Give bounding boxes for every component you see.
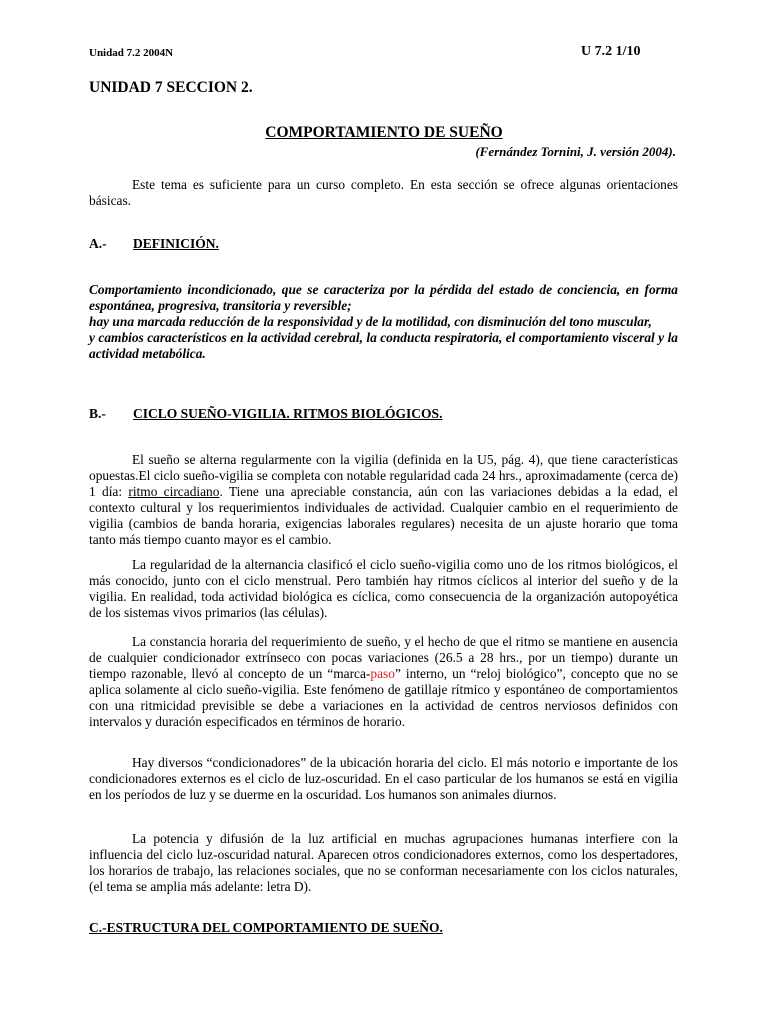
section-b-paragraph-4: Hay diversos “condicionadores” de la ubicación horaria del ciclo. El más notorio e importante de los condicionadores externos es el ciclo de luz-oscuridad. En el caso particular de los humanos se está en vigilia en los períodos de luz y se duerme en la oscuridad. Los humanos son animales diurnos. xyxy=(89,755,678,802)
section-a-letter: A.- xyxy=(89,236,107,251)
ritmo-circadiano-term: ritmo circadiano xyxy=(128,484,220,499)
section-b-paragraph-1 xyxy=(89,452,678,548)
section-b-paragraph-3 xyxy=(89,634,678,730)
definition-line-2: hay una marcada reducción de la responsividad y de la motilidad, con disminución del tono muscular, xyxy=(89,314,652,329)
section-a-heading xyxy=(89,236,219,252)
unit-title: UNIDAD 7 SECCION 2. xyxy=(89,79,253,96)
main-title-text: COMPORTAMIENTO DE SUEÑO xyxy=(265,124,503,141)
author-line: (Fernández Tornini, J. versión 2004). xyxy=(475,144,676,159)
section-b-title: CICLO SUEÑO-VIGILIA. RITMOS BIOLÓGICOS. xyxy=(133,406,443,421)
section-b-paragraph-2: La regularidad de la alternancia clasificó el ciclo sueño-vigilia como uno de los ritmos biológicos, el más conocido, junto con el ciclo menstrual. Pero también hay ritmos cíclicos al interior del sueño y de la vigilia. En realidad, toda actividad biológica es cíclica, como consecuencia de la organización autopoyética de los sistemas vivos primarios (las células). xyxy=(89,557,678,620)
p1-text-after: . Tiene una apreciable constancia, aún con las variaciones debidas a la edad, el contexto cultural y los requerimientos individuales de actividad. Cualquier cambio en el requerimiento de vigilia (cambios de banda horaria, exigencias laborales regulares) necesita de un ajuste horario que toma tanto más tiempo cuanto mayor es el cambio. xyxy=(89,484,678,547)
main-title xyxy=(0,124,768,142)
header-right: U 7.2 1/10 xyxy=(581,44,641,59)
section-c-title: C.-ESTRUCTURA DEL COMPORTAMIENTO DE SUEÑO. xyxy=(89,920,443,935)
definition-line-3: y cambios característicos en la actividad cerebral, la conducta respiratoria, el comportamiento visceral y la actividad metabólica. xyxy=(89,330,678,361)
p1-text-before: El sueño se alterna regularmente con la vigilia (definida en la U5, pág. 4), que tiene características opuestas.El ciclo sueño-vigilia se completa con notable regularidad cada 24 hrs., aproximadamente (cerca de) 1 día: xyxy=(89,452,678,499)
intro-paragraph: Este tema es suficiente para un curso completo. En esta sección se ofrece algunas orientaciones básicas. xyxy=(89,177,678,208)
section-b-letter: B.- xyxy=(89,406,106,421)
paso-highlight: paso xyxy=(370,666,395,681)
section-b-heading xyxy=(89,406,442,422)
section-b-paragraph-5: La potencia y difusión de la luz artificial en muchas agrupaciones humanas interfiere con la influencia del ciclo luz-oscuridad natural. Aparecen otros condicionadores externos, como los despertadores, los horarios de trabajo, las relaciones sociales, que no se conforman necesariamente con los ciclos naturales, (el tema se amplia más adelante: letra D). xyxy=(89,831,678,894)
header-left: Unidad 7.2 2004N xyxy=(89,47,174,59)
p3-text-after: ” interno, un “reloj biológico”, concepto que no se aplica solamente al ciclo sueño-vigilia. Este fenómeno de gatillaje rítmico y espontáneo de comportamientos con una ritmicidad previsible se debe a variaciones en la actividad de centros nerviosos definidos con intervalos y duración especificados en términos de horario. xyxy=(89,666,678,729)
p3-text-before: La constancia horaria del requerimiento de sueño, y el hecho de que el ritmo se mantiene en ausencia de cualquier condicionador extrínseco con pocas variaciones (26.5 a 28 hrs., por un tiempo) durante un tiempo razonable, llevó al concepto de un “marca- xyxy=(89,634,678,681)
definition-block xyxy=(89,282,678,362)
definition-line-1: Comportamiento incondicionado, que se caracteriza por la pérdida del estado de conciencia, en forma espontánea, progresiva, transitoria y reversible; xyxy=(89,282,678,313)
section-a-title: DEFINICIÓN. xyxy=(133,236,219,251)
section-c-heading xyxy=(89,920,443,936)
